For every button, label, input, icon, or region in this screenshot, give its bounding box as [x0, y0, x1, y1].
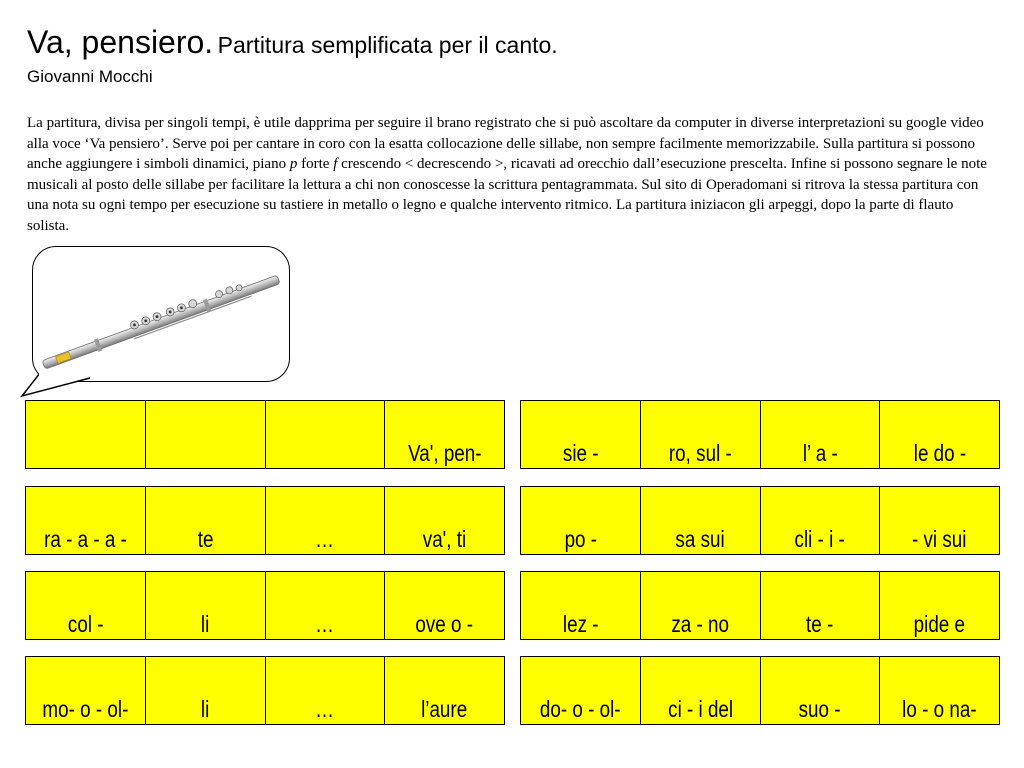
score-row-1-left: [25, 400, 505, 469]
syllable: va', ti: [422, 526, 467, 552]
syllable: ci - i del: [667, 696, 733, 722]
score-cell: [641, 401, 760, 468]
score-row-2-left: [25, 486, 505, 555]
score-cell: [521, 401, 640, 468]
score-cell: [146, 572, 265, 639]
score-cell: [761, 487, 880, 554]
speech-bubble-tail: [20, 372, 100, 398]
score-cell: [641, 572, 760, 639]
syllable: te -: [806, 611, 834, 637]
page-title: [27, 26, 558, 58]
score-cell: [385, 572, 504, 639]
syllable: le do -: [913, 440, 966, 466]
syllable: ra - a - a -: [43, 526, 127, 552]
intro-paragraph: [27, 113, 987, 236]
score-cell: [641, 487, 760, 554]
author-name: Giovanni Mocchi: [27, 67, 153, 86]
score-cell: [266, 572, 385, 639]
syllable: lo - o na-: [902, 696, 977, 722]
score-cell: [521, 487, 640, 554]
score-row-3-left: [25, 571, 505, 640]
score-cell: [385, 401, 504, 468]
score-row-3-right: [520, 571, 1000, 640]
score-row-4-right: [520, 656, 1000, 725]
score-cell: [266, 401, 385, 468]
syllable: cli - i -: [794, 526, 846, 552]
syllable: te: [197, 526, 213, 552]
forte-symbol: f: [333, 156, 338, 172]
score-row-2-right: [520, 486, 1000, 555]
syllable: li: [200, 611, 210, 637]
piano-symbol: p: [289, 156, 298, 172]
score-cell: [385, 487, 504, 554]
score-cell: [761, 401, 880, 468]
score-cell: [880, 657, 999, 724]
syllable: li: [200, 696, 210, 722]
score-cell: [880, 401, 999, 468]
score-cell: [880, 487, 999, 554]
score-cell: [26, 657, 145, 724]
score-cell: [761, 657, 880, 724]
flute-icon: [40, 272, 280, 372]
syllable: …: [315, 696, 335, 722]
syllable: Va', pen-: [407, 440, 482, 466]
syllable: lez -: [562, 611, 599, 637]
score-cell: [146, 657, 265, 724]
syllable: za - no: [671, 611, 729, 637]
score-cell: [26, 401, 145, 468]
score-row-4-left: [25, 656, 505, 725]
syllable: mo- o - ol-: [42, 696, 129, 722]
score-row-1-right: [520, 400, 1000, 469]
score-cell: [521, 657, 640, 724]
intro-text-1: La partitura, divisa per singoli tempi, è utile dapprima per seguire il brano registrato che si può ascoltare da computer in diverse interpretazioni su google video alla voce ‘Va pensiero’. Serve poi per cantare in coro con la esatta collocazione delle sillabe, non sempre facilmente memorizzabile. Sulla partitura si possono anche aggiungere i simboli dinamici, piano: [27, 115, 984, 172]
title-main: Va, pensiero.: [27, 24, 214, 60]
score-cell: [146, 487, 265, 554]
syllable: suo -: [798, 696, 841, 722]
syllable: po -: [564, 526, 597, 552]
score-cell: [385, 657, 504, 724]
score-cell: [761, 572, 880, 639]
syllable: ove o -: [415, 611, 474, 637]
title-subtitle: Partitura semplificata per il canto.: [217, 32, 558, 58]
syllable: pide e: [913, 611, 966, 637]
score-cell: [266, 657, 385, 724]
syllable: col -: [67, 611, 104, 637]
syllable: sie -: [562, 440, 599, 466]
score-cell: [26, 572, 145, 639]
syllable: - vi sui: [912, 526, 967, 552]
intro-text-2: forte: [297, 156, 334, 172]
syllable: ro, sul -: [668, 440, 732, 466]
score-cell: [641, 657, 760, 724]
intro-text-3: crescendo < decrescendo >, ricavati ad orecchio dall’esecuzione prescelta. Infine si possono segnare le note musicali al posto delle sillabe per facilitare la lettura a chi non conoscesse la scrittura pentagrammata. Sul sito di Operadomani si ritrova la stessa partitura con una nota su ogni tempo per esecuzione su tastiere in metallo o legno e qualche intervento ritmico. La partitura iniziacon gli arpeggi, dopo la parte di flauto solista.: [27, 156, 987, 234]
syllable: sa sui: [675, 526, 725, 552]
syllable: l’ a -: [802, 440, 838, 466]
score-cell: [880, 572, 999, 639]
syllable: …: [315, 611, 335, 637]
score-cell: [146, 401, 265, 468]
syllable: l’aure: [421, 696, 468, 722]
syllable: …: [315, 526, 335, 552]
score-cell: [521, 572, 640, 639]
syllable: do- o - ol-: [540, 696, 621, 722]
score-cell: [26, 487, 145, 554]
score-cell: [266, 487, 385, 554]
